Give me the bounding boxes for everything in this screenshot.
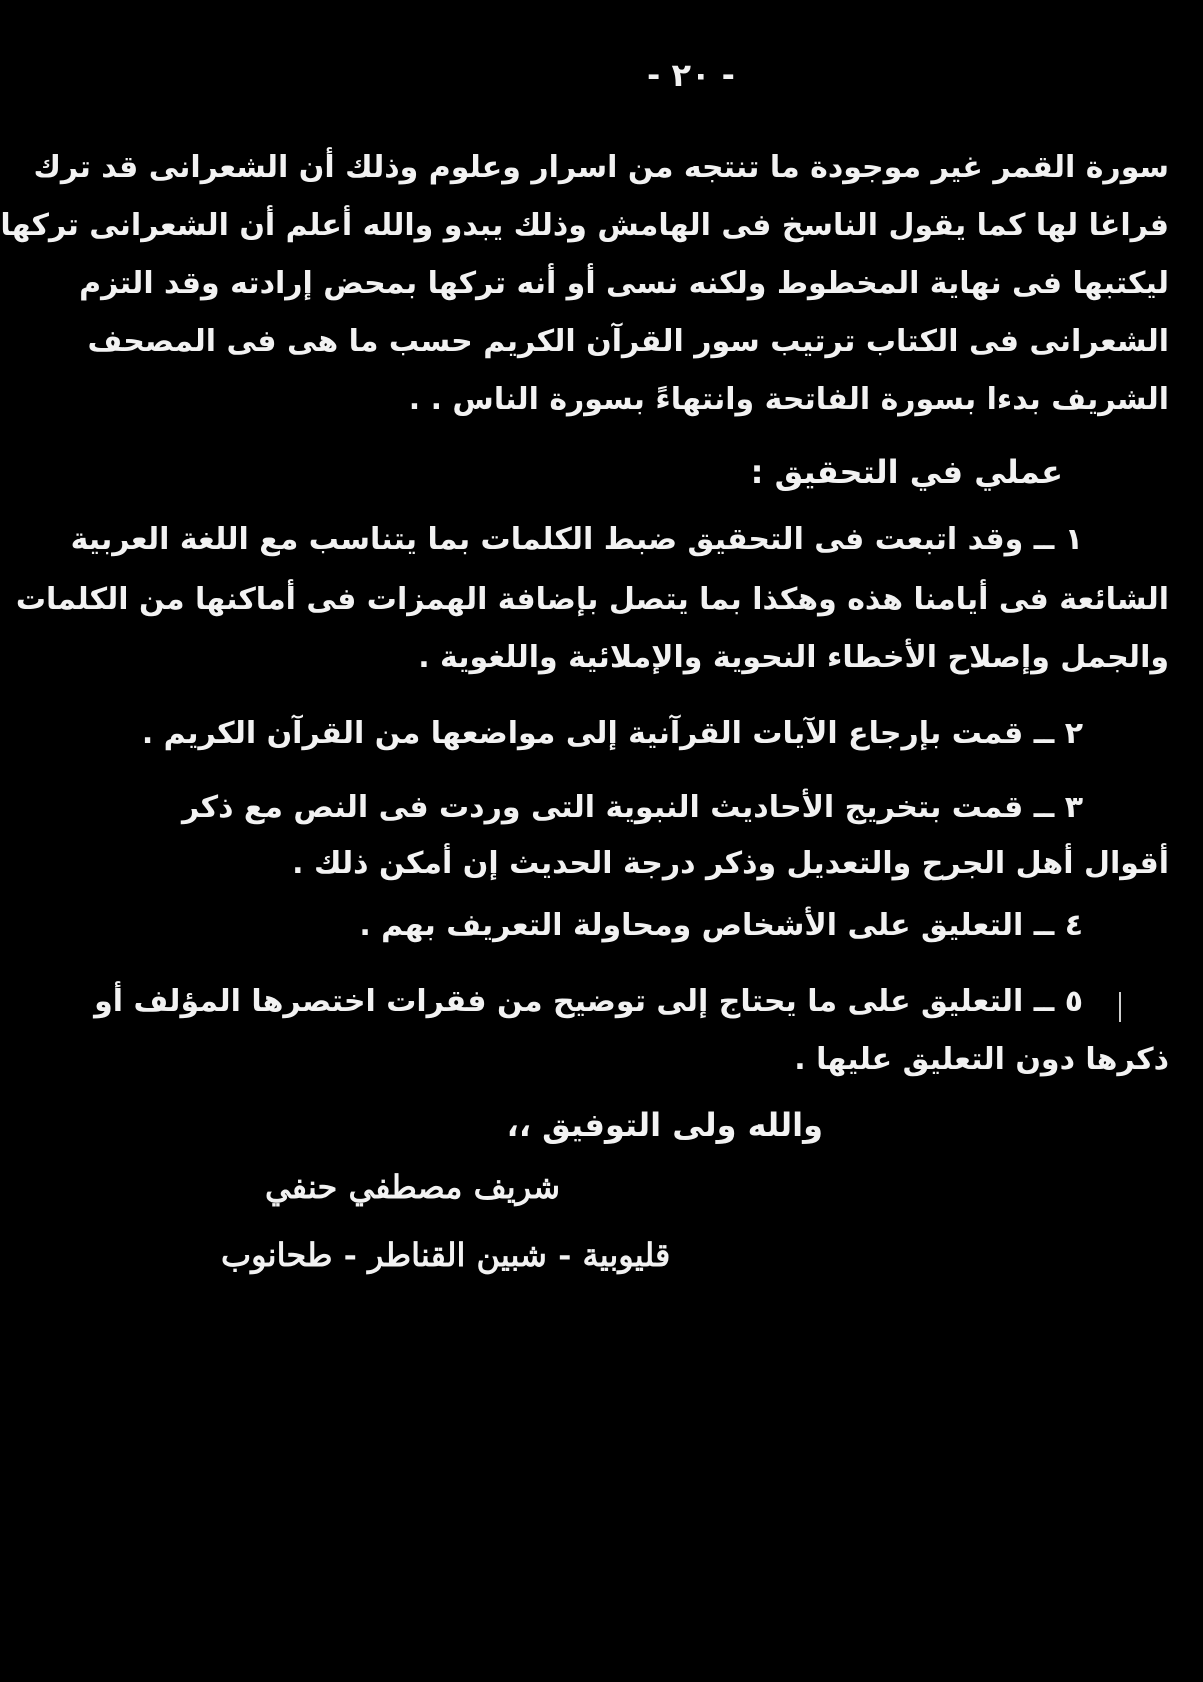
page-number: - ٢٠ - <box>647 56 735 94</box>
item-1-line-2: الشائعة فى أيامنا هذه وهكذا بما يتصل بإضافة الهمزات فى أماكنها من الكلمات <box>15 582 1169 617</box>
intro-line-4: الشعرانى فى الكتاب ترتيب سور القرآن الكريم حسب ما هى فى المصحف <box>87 324 1169 359</box>
item-1-line-3: والجمل وإصلاح الأخطاء النحوية والإملائية واللغوية . <box>418 640 1169 675</box>
closing-line: والله ولى التوفيق ،، <box>506 1106 823 1144</box>
margin-mark <box>1119 992 1121 1022</box>
item-3-line-1: ٣ ــ قمت بتخريج الأحاديث النبوية التى وردت فى النص مع ذكر <box>181 790 1083 825</box>
intro-line-5: الشريف بدءا بسورة الفاتحة وانتهاءً بسورة الناس . . <box>408 382 1169 417</box>
section-heading: عملي في التحقيق : <box>750 453 1063 491</box>
item-4-line-1: ٤ ــ التعليق على الأشخاص ومحاولة التعريف بهم . <box>359 908 1083 943</box>
intro-line-2: فراغا لها كما يقول الناسخ فى الهامش وذلك يبدو والله أعلم أن الشعرانى تركها <box>0 208 1169 243</box>
signature-place: قليوبية - شبين القناطر - طحانوب <box>221 1236 671 1274</box>
intro-line-1: سورة القمر غير موجودة ما تنتجه من اسرار وعلوم وذلك أن الشعرانى قد ترك <box>33 150 1169 185</box>
item-5-line-2: ذكرها دون التعليق عليها . <box>794 1042 1169 1077</box>
item-2-line-1: ٢ ــ قمت بإرجاع الآيات القرآنية إلى مواضعها من القرآن الكريم . <box>141 716 1083 751</box>
item-5-line-1: ٥ ــ التعليق على ما يحتاج إلى توضيح من فقرات اختصرها المؤلف أو <box>94 984 1083 1019</box>
intro-line-3: ليكتبها فى نهاية المخطوط ولكنه نسى أو أنه تركها بمحض إرادته وقد التزم <box>79 266 1169 301</box>
item-3-line-2: أقوال أهل الجرح والتعديل وذكر درجة الحديث إن أمكن ذلك . <box>292 846 1169 881</box>
item-1-line-1: ١ ــ وقد اتبعت فى التحقيق ضبط الكلمات بما يتناسب مع اللغة العربية <box>70 522 1083 557</box>
signature-name: شريف مصطفي حنفي <box>265 1168 561 1206</box>
